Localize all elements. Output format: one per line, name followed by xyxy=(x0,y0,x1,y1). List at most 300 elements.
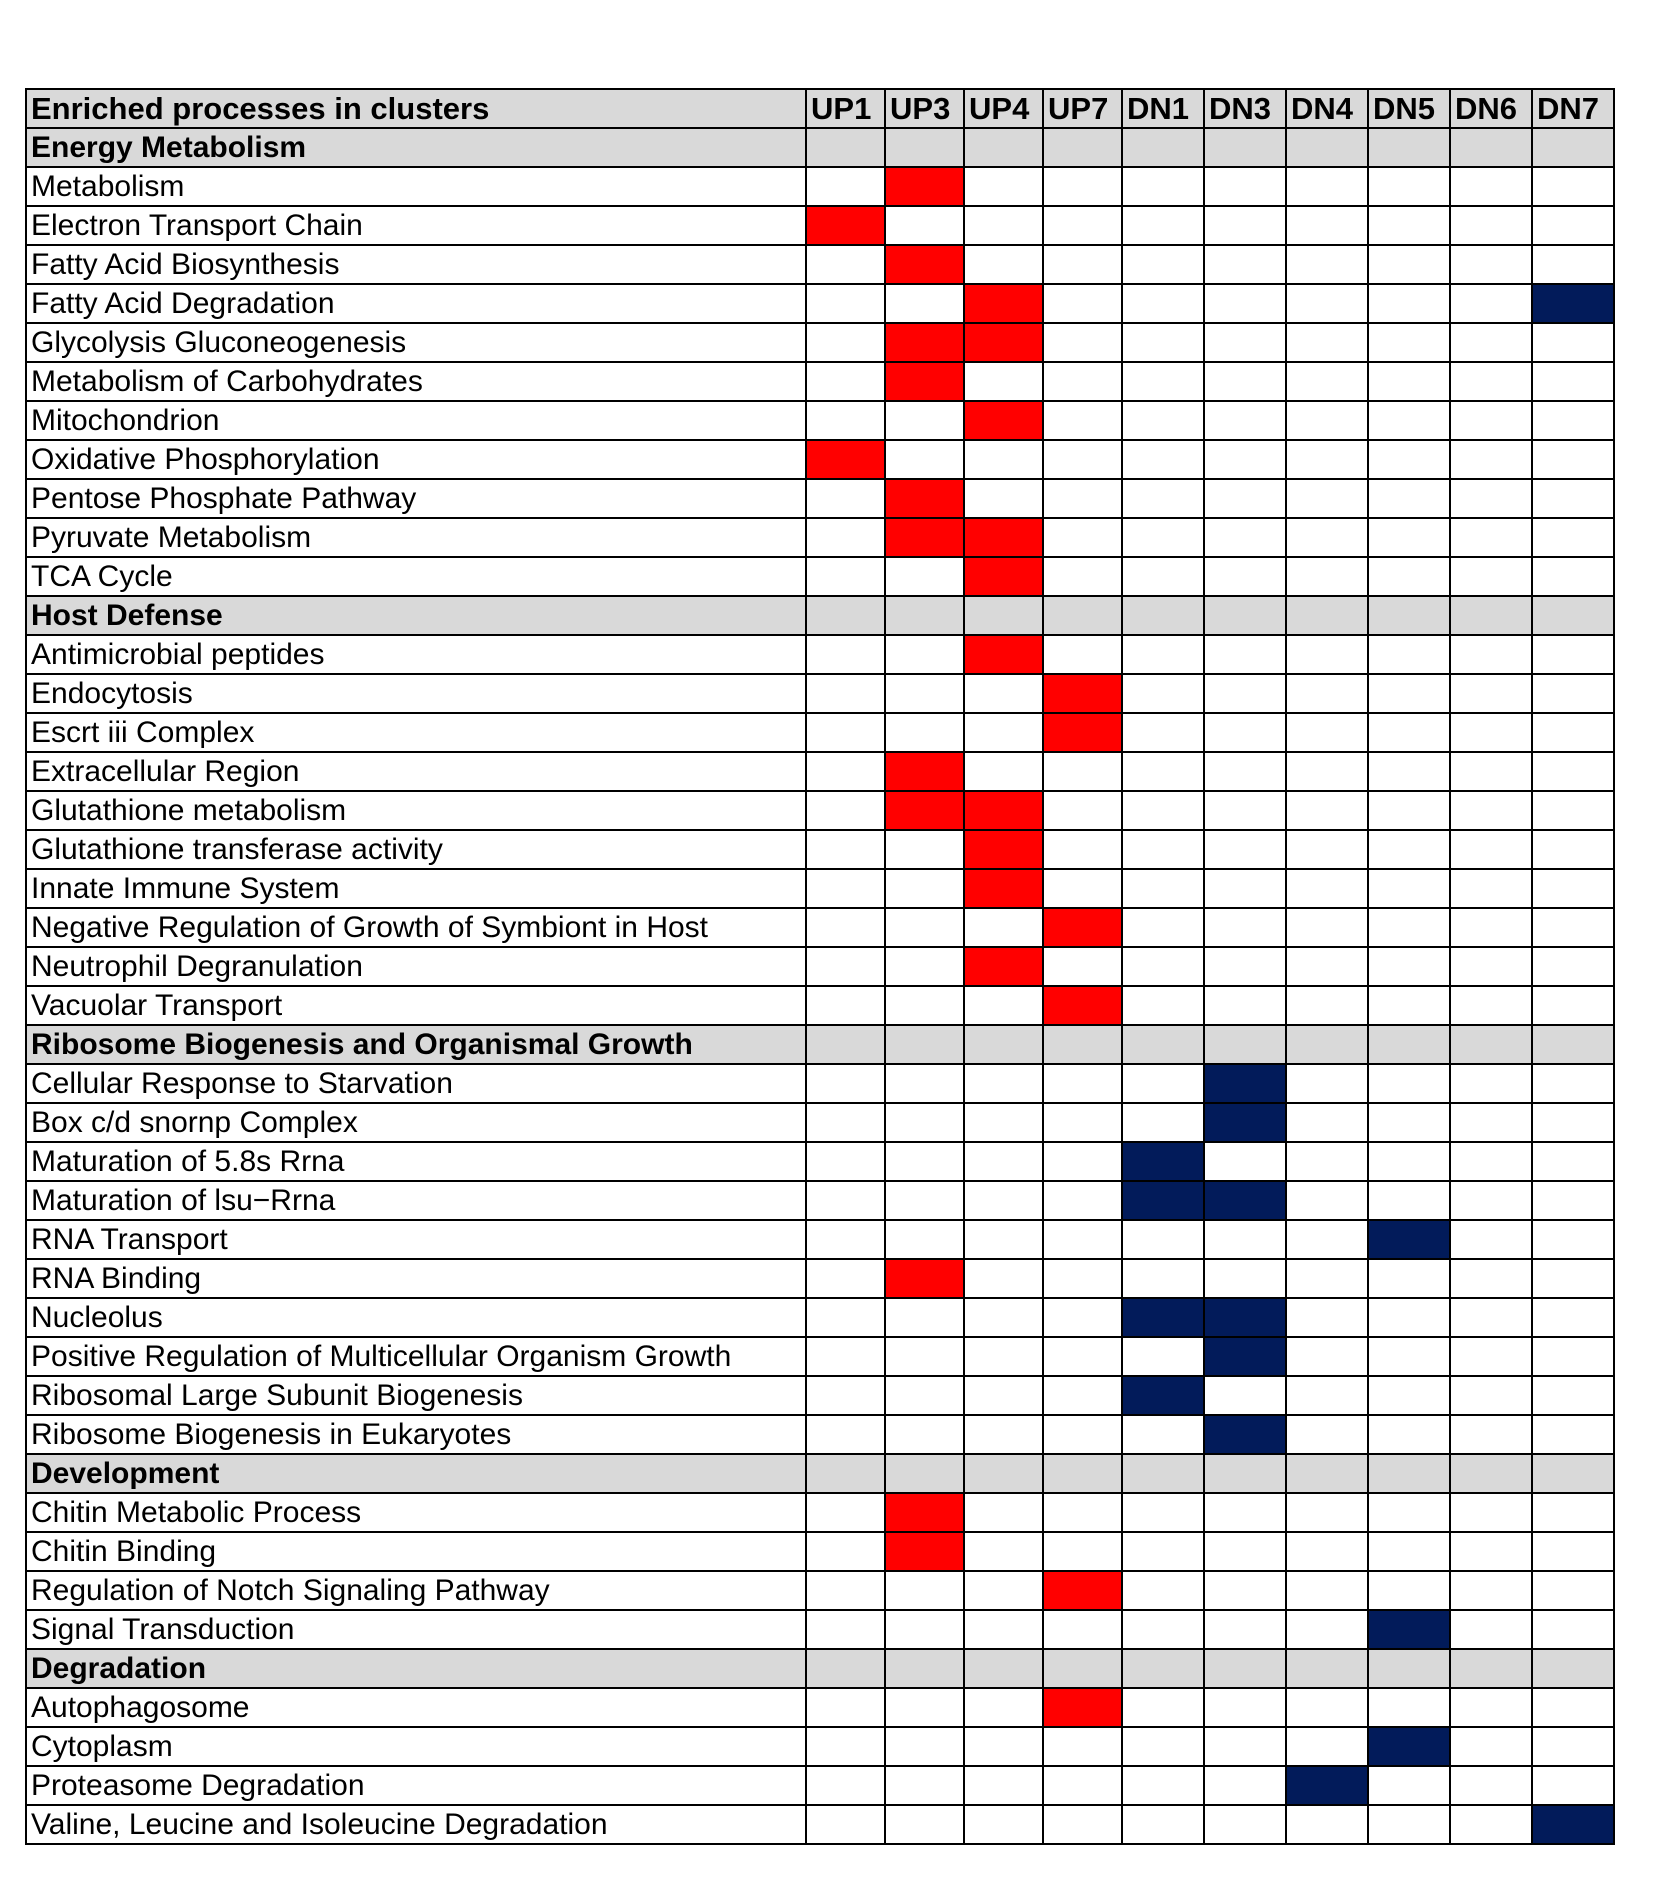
process-row xyxy=(26,635,1614,674)
process-label: Antimicrobial peptides xyxy=(26,635,806,674)
grid-cell-empty xyxy=(1122,1337,1204,1376)
grid-cell-empty xyxy=(1043,1220,1122,1259)
process-row xyxy=(26,1610,1614,1649)
grid-cell-empty xyxy=(885,557,964,596)
grid-cell-empty xyxy=(1286,401,1368,440)
grid-cell-empty xyxy=(1204,1571,1286,1610)
grid-cell-empty xyxy=(1122,869,1204,908)
grid-cell-empty xyxy=(1450,635,1532,674)
grid-cell-empty xyxy=(964,1103,1043,1142)
column-header-up1: UP1 xyxy=(806,89,885,128)
grid-cell-empty xyxy=(806,245,885,284)
enrichment-mark-up4 xyxy=(964,869,1043,908)
grid-cell-empty xyxy=(1368,1259,1450,1298)
grid-cell-empty xyxy=(1368,206,1450,245)
process-label: Positive Regulation of Multicellular Organism Growth xyxy=(26,1337,806,1376)
grid-cell-empty xyxy=(1532,1259,1614,1298)
process-row xyxy=(26,479,1614,518)
process-row xyxy=(26,401,1614,440)
grid-cell-empty xyxy=(1204,830,1286,869)
process-row xyxy=(26,791,1614,830)
grid-cell-empty xyxy=(806,479,885,518)
grid-cell-empty xyxy=(1204,401,1286,440)
grid-cell-empty xyxy=(964,1142,1043,1181)
grid-cell-empty xyxy=(1122,1415,1204,1454)
process-label: Glutathione transferase activity xyxy=(26,830,806,869)
grid-cell-empty xyxy=(1532,869,1614,908)
section-cell xyxy=(806,1025,885,1064)
grid-cell-empty xyxy=(1286,674,1368,713)
grid-cell-empty xyxy=(806,1688,885,1727)
grid-cell-empty xyxy=(1043,1064,1122,1103)
grid-cell-empty xyxy=(885,1181,964,1220)
enrichment-mark-dn3 xyxy=(1204,1415,1286,1454)
grid-cell-empty xyxy=(1204,323,1286,362)
grid-cell-empty xyxy=(1450,1337,1532,1376)
grid-cell-empty xyxy=(1368,830,1450,869)
column-header-dn6: DN6 xyxy=(1450,89,1532,128)
column-header-dn1: DN1 xyxy=(1122,89,1204,128)
section-cell xyxy=(1368,596,1450,635)
enrichment-mark-dn5 xyxy=(1368,1727,1450,1766)
grid-cell-empty xyxy=(1368,1493,1450,1532)
grid-cell-empty xyxy=(964,206,1043,245)
grid-cell-empty xyxy=(806,1103,885,1142)
enrichment-table xyxy=(25,88,1615,1845)
grid-cell-empty xyxy=(1204,986,1286,1025)
grid-cell-empty xyxy=(885,1064,964,1103)
grid-cell-empty xyxy=(1043,1532,1122,1571)
section-cell xyxy=(1122,1649,1204,1688)
grid-cell-empty xyxy=(1450,1493,1532,1532)
process-row xyxy=(26,1805,1614,1844)
grid-cell-empty xyxy=(885,1376,964,1415)
grid-cell-empty xyxy=(1204,947,1286,986)
enrichment-mark-dn3 xyxy=(1204,1298,1286,1337)
grid-cell-empty xyxy=(1204,1766,1286,1805)
grid-cell-empty xyxy=(1204,1259,1286,1298)
grid-cell-empty xyxy=(964,1532,1043,1571)
process-row xyxy=(26,1337,1614,1376)
grid-cell-empty xyxy=(1368,245,1450,284)
process-row xyxy=(26,323,1614,362)
section-cell xyxy=(964,1454,1043,1493)
grid-cell-empty xyxy=(806,1727,885,1766)
grid-cell-empty xyxy=(1450,440,1532,479)
grid-cell-empty xyxy=(1532,947,1614,986)
process-row xyxy=(26,1766,1614,1805)
column-header-dn4: DN4 xyxy=(1286,89,1368,128)
grid-cell-empty xyxy=(1368,1688,1450,1727)
grid-cell-empty xyxy=(1122,1766,1204,1805)
grid-cell-empty xyxy=(1286,1259,1368,1298)
grid-cell-empty xyxy=(964,752,1043,791)
process-label: Maturation of 5.8s Rrna xyxy=(26,1142,806,1181)
grid-cell-empty xyxy=(1286,479,1368,518)
process-row xyxy=(26,1220,1614,1259)
grid-cell-empty xyxy=(1286,986,1368,1025)
grid-cell-empty xyxy=(1286,1181,1368,1220)
process-row xyxy=(26,1571,1614,1610)
grid-cell-empty xyxy=(806,557,885,596)
section-label: Ribosome Biogenesis and Organismal Growth xyxy=(26,1025,806,1064)
grid-cell-empty xyxy=(1204,1688,1286,1727)
grid-cell-empty xyxy=(1043,1103,1122,1142)
enrichment-mark-up3 xyxy=(885,167,964,206)
grid-cell-empty xyxy=(1286,1571,1368,1610)
grid-cell-empty xyxy=(806,869,885,908)
grid-cell-empty xyxy=(1450,830,1532,869)
process-row xyxy=(26,869,1614,908)
grid-cell-empty xyxy=(1122,713,1204,752)
grid-cell-empty xyxy=(1043,791,1122,830)
process-label: Box c/d snornp Complex xyxy=(26,1103,806,1142)
grid-cell-empty xyxy=(1450,518,1532,557)
grid-cell-empty xyxy=(1122,1220,1204,1259)
grid-cell-empty xyxy=(1043,362,1122,401)
column-header-dn7: DN7 xyxy=(1532,89,1614,128)
grid-cell-empty xyxy=(1122,1610,1204,1649)
grid-cell-empty xyxy=(1043,479,1122,518)
grid-cell-empty xyxy=(1043,1298,1122,1337)
grid-cell-empty xyxy=(1122,1064,1204,1103)
grid-cell-empty xyxy=(885,1142,964,1181)
grid-cell-empty xyxy=(1532,1610,1614,1649)
process-label: Regulation of Notch Signaling Pathway xyxy=(26,1571,806,1610)
grid-cell-empty xyxy=(1368,986,1450,1025)
enrichment-mark-up3 xyxy=(885,479,964,518)
grid-cell-empty xyxy=(1450,1103,1532,1142)
enrichment-mark-up1 xyxy=(806,206,885,245)
grid-cell-empty xyxy=(1286,206,1368,245)
process-label: Maturation of lsu−Rrna xyxy=(26,1181,806,1220)
grid-cell-empty xyxy=(1532,1415,1614,1454)
grid-cell-empty xyxy=(1122,518,1204,557)
process-row xyxy=(26,1727,1614,1766)
grid-cell-empty xyxy=(1204,791,1286,830)
grid-cell-empty xyxy=(1286,791,1368,830)
grid-cell-empty xyxy=(1122,284,1204,323)
process-label: Glycolysis Gluconeogenesis xyxy=(26,323,806,362)
column-header-up7: UP7 xyxy=(1043,89,1122,128)
grid-cell-empty xyxy=(964,986,1043,1025)
process-label: Chitin Binding xyxy=(26,1532,806,1571)
grid-cell-empty xyxy=(1286,635,1368,674)
grid-cell-empty xyxy=(964,1259,1043,1298)
grid-cell-empty xyxy=(1368,1181,1450,1220)
section-cell xyxy=(1122,596,1204,635)
grid-cell-empty xyxy=(806,1337,885,1376)
grid-cell-empty xyxy=(885,440,964,479)
grid-cell-empty xyxy=(1043,1142,1122,1181)
grid-cell-empty xyxy=(1532,323,1614,362)
section-cell xyxy=(1368,1649,1450,1688)
enrichment-mark-up4 xyxy=(964,791,1043,830)
grid-cell-empty xyxy=(1043,1181,1122,1220)
grid-cell-empty xyxy=(1450,1181,1532,1220)
grid-cell-empty xyxy=(1043,1376,1122,1415)
grid-cell-empty xyxy=(1532,362,1614,401)
grid-cell-empty xyxy=(1043,245,1122,284)
grid-cell-empty xyxy=(1204,1220,1286,1259)
grid-cell-empty xyxy=(806,1493,885,1532)
grid-cell-empty xyxy=(1204,752,1286,791)
enrichment-mark-dn1 xyxy=(1122,1181,1204,1220)
grid-cell-empty xyxy=(1368,1766,1450,1805)
grid-cell-empty xyxy=(1450,245,1532,284)
section-cell xyxy=(1286,1649,1368,1688)
grid-cell-empty xyxy=(1286,1337,1368,1376)
grid-cell-empty xyxy=(1122,752,1204,791)
grid-cell-empty xyxy=(1122,1532,1204,1571)
grid-cell-empty xyxy=(1043,635,1122,674)
section-cell xyxy=(1204,1025,1286,1064)
grid-cell-empty xyxy=(1043,1415,1122,1454)
grid-cell-empty xyxy=(1450,167,1532,206)
process-label: Oxidative Phosphorylation xyxy=(26,440,806,479)
grid-cell-empty xyxy=(885,1337,964,1376)
grid-cell-empty xyxy=(964,1064,1043,1103)
grid-cell-empty xyxy=(1368,518,1450,557)
process-label: Ribosomal Large Subunit Biogenesis xyxy=(26,1376,806,1415)
section-cell xyxy=(964,128,1043,167)
grid-cell-empty xyxy=(1368,635,1450,674)
process-row xyxy=(26,947,1614,986)
section-cell xyxy=(964,1649,1043,1688)
grid-cell-empty xyxy=(1122,362,1204,401)
grid-cell-empty xyxy=(1122,557,1204,596)
grid-cell-empty xyxy=(885,713,964,752)
process-label: Valine, Leucine and Isoleucine Degradation xyxy=(26,1805,806,1844)
grid-cell-empty xyxy=(885,1298,964,1337)
process-label: RNA Binding xyxy=(26,1259,806,1298)
section-cell xyxy=(1532,1649,1614,1688)
grid-cell-empty xyxy=(1122,479,1204,518)
grid-cell-empty xyxy=(1450,1142,1532,1181)
process-row xyxy=(26,518,1614,557)
grid-cell-empty xyxy=(964,674,1043,713)
header-row xyxy=(26,89,1614,128)
enrichment-mark-up4 xyxy=(964,635,1043,674)
enrichment-mark-dn1 xyxy=(1122,1298,1204,1337)
grid-cell-empty xyxy=(885,1103,964,1142)
grid-cell-empty xyxy=(1204,206,1286,245)
grid-cell-empty xyxy=(964,1688,1043,1727)
grid-cell-empty xyxy=(1368,1103,1450,1142)
grid-cell-empty xyxy=(1532,557,1614,596)
enrichment-mark-up3 xyxy=(885,518,964,557)
grid-cell-empty xyxy=(1450,1064,1532,1103)
grid-cell-empty xyxy=(1368,1415,1450,1454)
process-label: Metabolism xyxy=(26,167,806,206)
grid-cell-empty xyxy=(1286,947,1368,986)
grid-cell-empty xyxy=(1122,947,1204,986)
grid-cell-empty xyxy=(1043,206,1122,245)
section-cell xyxy=(1043,128,1122,167)
enrichment-mark-up7 xyxy=(1043,713,1122,752)
grid-cell-empty xyxy=(1368,557,1450,596)
grid-cell-empty xyxy=(806,752,885,791)
grid-cell-empty xyxy=(1532,635,1614,674)
grid-cell-empty xyxy=(964,713,1043,752)
grid-cell-empty xyxy=(1532,1727,1614,1766)
process-row xyxy=(26,674,1614,713)
grid-cell-empty xyxy=(1532,1064,1614,1103)
grid-cell-empty xyxy=(806,323,885,362)
grid-cell-empty xyxy=(1122,1727,1204,1766)
grid-cell-empty xyxy=(1204,869,1286,908)
grid-cell-empty xyxy=(1450,1376,1532,1415)
grid-cell-empty xyxy=(1368,1571,1450,1610)
grid-cell-empty xyxy=(1450,1610,1532,1649)
grid-cell-empty xyxy=(1286,245,1368,284)
grid-cell-empty xyxy=(1532,1220,1614,1259)
grid-cell-empty xyxy=(1450,362,1532,401)
grid-cell-empty xyxy=(1122,245,1204,284)
process-row xyxy=(26,1532,1614,1571)
grid-cell-empty xyxy=(806,830,885,869)
grid-cell-empty xyxy=(885,1415,964,1454)
section-row xyxy=(26,1649,1614,1688)
enrichment-mark-up3 xyxy=(885,362,964,401)
grid-cell-empty xyxy=(1450,908,1532,947)
grid-cell-empty xyxy=(1368,167,1450,206)
enrichment-mark-dn1 xyxy=(1122,1376,1204,1415)
process-row xyxy=(26,245,1614,284)
grid-cell-empty xyxy=(806,1142,885,1181)
process-row xyxy=(26,1259,1614,1298)
section-cell xyxy=(1204,596,1286,635)
process-row xyxy=(26,440,1614,479)
grid-cell-empty xyxy=(1204,557,1286,596)
process-label: Glutathione metabolism xyxy=(26,791,806,830)
grid-cell-empty xyxy=(885,947,964,986)
grid-cell-empty xyxy=(1204,635,1286,674)
grid-cell-empty xyxy=(1043,284,1122,323)
section-cell xyxy=(806,1649,885,1688)
enrichment-mark-up3 xyxy=(885,1532,964,1571)
grid-cell-empty xyxy=(1532,167,1614,206)
grid-cell-empty xyxy=(1532,1376,1614,1415)
enrichment-mark-up7 xyxy=(1043,1688,1122,1727)
process-label: RNA Transport xyxy=(26,1220,806,1259)
grid-cell-empty xyxy=(1286,908,1368,947)
grid-cell-empty xyxy=(1532,1571,1614,1610)
grid-cell-empty xyxy=(1286,1610,1368,1649)
enrichment-mark-dn1 xyxy=(1122,1142,1204,1181)
section-cell xyxy=(1532,128,1614,167)
grid-cell-empty xyxy=(885,1727,964,1766)
section-cell xyxy=(964,1025,1043,1064)
grid-cell-empty xyxy=(1204,284,1286,323)
grid-cell-empty xyxy=(1532,1688,1614,1727)
grid-cell-empty xyxy=(1450,1571,1532,1610)
section-cell xyxy=(1450,1649,1532,1688)
section-row xyxy=(26,596,1614,635)
process-label: TCA Cycle xyxy=(26,557,806,596)
grid-cell-empty xyxy=(1286,1298,1368,1337)
grid-cell-empty xyxy=(1450,401,1532,440)
grid-cell-empty xyxy=(806,713,885,752)
grid-cell-empty xyxy=(1204,1493,1286,1532)
grid-cell-empty xyxy=(885,869,964,908)
grid-cell-empty xyxy=(1043,1337,1122,1376)
grid-cell-empty xyxy=(964,1766,1043,1805)
grid-cell-empty xyxy=(806,284,885,323)
grid-cell-empty xyxy=(1450,1805,1532,1844)
grid-cell-empty xyxy=(885,674,964,713)
section-cell xyxy=(1043,1025,1122,1064)
grid-cell-empty xyxy=(885,1805,964,1844)
section-label: Host Defense xyxy=(26,596,806,635)
grid-cell-empty xyxy=(1286,1103,1368,1142)
grid-cell-empty xyxy=(1532,986,1614,1025)
grid-cell-empty xyxy=(1122,908,1204,947)
enrichment-mark-up3 xyxy=(885,752,964,791)
grid-cell-empty xyxy=(1368,479,1450,518)
grid-cell-empty xyxy=(806,791,885,830)
enrichment-mark-up4 xyxy=(964,830,1043,869)
enrichment-mark-up3 xyxy=(885,1259,964,1298)
grid-cell-empty xyxy=(806,1532,885,1571)
grid-cell-empty xyxy=(1122,1103,1204,1142)
grid-cell-empty xyxy=(1286,1415,1368,1454)
grid-cell-empty xyxy=(1286,1142,1368,1181)
grid-cell-empty xyxy=(1122,986,1204,1025)
process-label: Neutrophil Degranulation xyxy=(26,947,806,986)
section-cell xyxy=(1450,1025,1532,1064)
section-cell xyxy=(885,1454,964,1493)
process-row xyxy=(26,1688,1614,1727)
grid-cell-empty xyxy=(1122,401,1204,440)
section-cell xyxy=(1122,128,1204,167)
grid-cell-empty xyxy=(1204,167,1286,206)
process-label: Metabolism of Carbohydrates xyxy=(26,362,806,401)
grid-cell-empty xyxy=(1368,791,1450,830)
grid-cell-empty xyxy=(1286,1688,1368,1727)
grid-cell-empty xyxy=(1368,674,1450,713)
grid-cell-empty xyxy=(964,1493,1043,1532)
grid-cell-empty xyxy=(1532,1298,1614,1337)
grid-cell-empty xyxy=(1532,1766,1614,1805)
section-cell xyxy=(1043,1649,1122,1688)
grid-cell-empty xyxy=(1532,1142,1614,1181)
process-label: Fatty Acid Biosynthesis xyxy=(26,245,806,284)
grid-cell-empty xyxy=(806,1415,885,1454)
grid-cell-empty xyxy=(1532,830,1614,869)
grid-cell-empty xyxy=(964,1415,1043,1454)
grid-cell-empty xyxy=(1286,752,1368,791)
grid-cell-empty xyxy=(1286,869,1368,908)
grid-cell-empty xyxy=(1450,986,1532,1025)
section-cell xyxy=(1043,596,1122,635)
grid-cell-empty xyxy=(1286,167,1368,206)
section-cell xyxy=(885,596,964,635)
grid-cell-empty xyxy=(806,1259,885,1298)
grid-cell-empty xyxy=(1450,206,1532,245)
process-row xyxy=(26,713,1614,752)
grid-cell-empty xyxy=(1450,1298,1532,1337)
grid-cell-empty xyxy=(1450,557,1532,596)
grid-cell-empty xyxy=(1204,908,1286,947)
grid-cell-empty xyxy=(1204,1532,1286,1571)
grid-cell-empty xyxy=(806,1610,885,1649)
grid-cell-empty xyxy=(806,986,885,1025)
grid-cell-empty xyxy=(1043,167,1122,206)
enrichment-mark-up3 xyxy=(885,791,964,830)
grid-cell-empty xyxy=(885,908,964,947)
enrichment-mark-up1 xyxy=(806,440,885,479)
